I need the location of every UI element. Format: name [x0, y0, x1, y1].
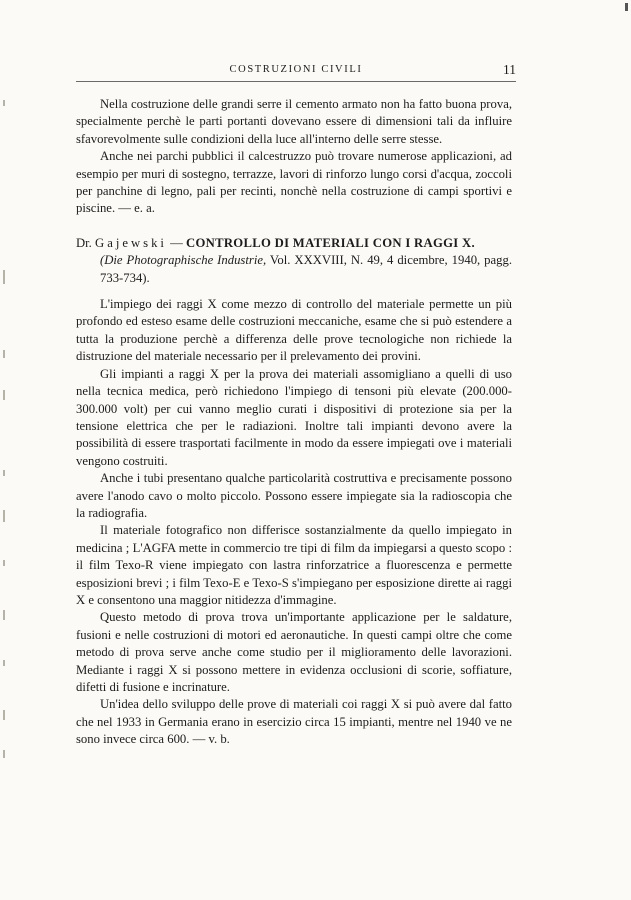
author-name: Gajewski [95, 235, 167, 250]
body-text [76, 96, 512, 749]
author-prefix: Dr. [76, 235, 92, 250]
paragraph: Un'idea dello sviluppo delle prove di materiali coi raggi X si può avere dal fatto che nel 1933 in Germania erano in esercizio circa 15 impianti, mentre nel 1940 ve ne sono invece circa 600. — v. b. [76, 697, 512, 747]
spacer [76, 287, 512, 296]
paragraph: Questo metodo di prova trova un'importante applicazione per le saldature, fusioni e nelle costruzioni di motori ed aeronautiche. In questi campi oltre che come metodo di prova serve anche come studio per il miglioramento delle lavorazioni. Mediante i raggi X si possono mettere in evidenza occlusioni di scorie, soffiature, difetti di fusione e incrinature. [76, 610, 512, 694]
paragraph: L'impiego dei raggi X come mezzo di controllo del materiale permette un più profondo ed esteso esame delle costruzioni meccaniche, esame che si può estendere a tutta la produzione perchè a differenza delle prove tecnologiche non richiede la distruzione del materiale necessario per il prelevamento dei provini. [76, 297, 512, 364]
header-rule [76, 81, 516, 82]
paragraph: Il materiale fotografico non differisce sostanzialmente da quello impiegato in medicina ; L'AGFA mette in commercio tre tipi di film da impiegarsi a questo scopo : il film Texo-R viene impiegato con lastra rinforzatrice a fluorescenza e permette esposizioni brevi ; i film Texo-E e Texo-S s'impiegano per esposizione dirette ai raggi X e consentono una maggior nitidezza d'immagine. [76, 523, 512, 607]
source-journal: (Die Photographische Industrie, [100, 253, 267, 268]
entry-source [76, 252, 512, 287]
paragraph: Anche i tubi presentano qualche particolarità costruttiva e precisamente possono avere l'anodo cavo o molto piccolo. Possono essere impiegate sia la radioscopia che la radiografia. [76, 471, 512, 520]
paragraph: Gli impianti a raggi X per la prova dei materiali assomigliano a quelli di uso nella tecnica medica, però richiedono l'impiego di tensoni più elevate (200.000-300.000 volt) per cui vanno meglio curati i dispositivi di protezione sia per la tensione elettrica che per le radiazioni. Inoltre tali impianti devono avere la possibilità di essere trasportati facilmente in modo da essere impiegati ove i materiali vengono costruiti. [76, 366, 512, 468]
scan-corner-mark [625, 3, 628, 11]
paragraph: Anche nei parchi pubblici il calcestruzzo può trovare numerose applicazioni, ad esempio per muri di sostegno, terrazze, lavori di rinforzo lungo corsi d'acqua, zoccoli per panchine di legno, pali per recinti, nonchè nella costruzione di campi sportivi e piscine. — e. a. [76, 149, 512, 216]
entry-title: CONTROLLO DI MATERIALI CON I RAGGI X. [185, 235, 475, 250]
running-head [76, 64, 516, 80]
entry-heading [76, 235, 512, 252]
source-details: Vol. XXXVIII, N. 49, 4 dicembre, 1940, pagg. 733-734). [100, 253, 513, 285]
paragraph: Nella costruzione delle grandi serre il cemento armato non ha fatto buona prova, specialmente perchè le parti portanti dovevano essere di dimensioni tali da influire sfavorevolmente sulle condizioni della luce all'interno delle serre stesse. [76, 97, 512, 146]
running-title: COSTRUZIONI CIVILI [229, 64, 363, 75]
page-number: 11 [503, 62, 516, 77]
heading-dash: — [170, 235, 183, 250]
spacer [76, 218, 512, 235]
scan-edge-marks [0, 90, 12, 790]
